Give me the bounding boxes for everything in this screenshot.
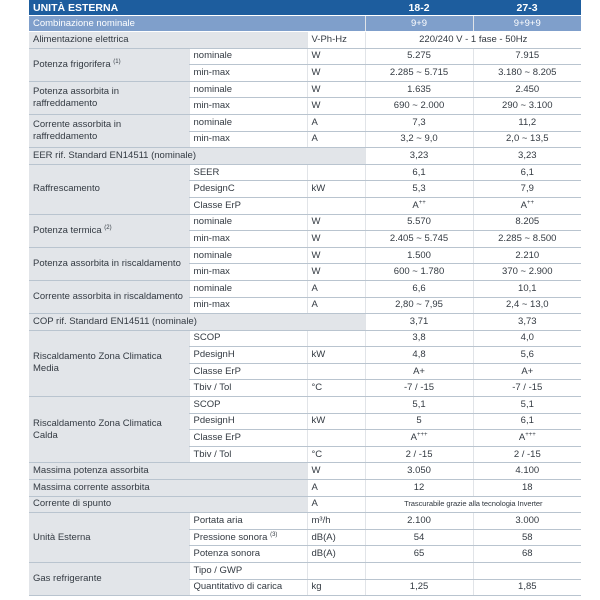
row-label: Massima potenza assorbita	[29, 463, 307, 480]
value-27-3: 6,1	[473, 164, 581, 181]
value-27-3: 7,9	[473, 181, 581, 198]
value-18-2: 2,80 ~ 7,95	[365, 297, 473, 314]
table-row	[29, 247, 581, 264]
value-18-2: 3,23	[365, 148, 473, 165]
sub-label: SEER	[189, 164, 307, 181]
value-27-3: 5,6	[473, 347, 581, 364]
table-row	[29, 280, 581, 297]
row-unit: W	[307, 231, 365, 248]
group-label: Raffrescamento	[29, 164, 189, 214]
model-18-2: 18-2	[365, 0, 473, 16]
table-row	[29, 463, 581, 480]
table-row	[29, 314, 581, 331]
sub-label: PdesignH	[189, 413, 307, 430]
value-27-3: 290 ~ 3.100	[473, 98, 581, 115]
value-27-3: 8.205	[473, 214, 581, 231]
table-row	[29, 563, 581, 580]
value-27-3: 2,4 ~ 13,0	[473, 297, 581, 314]
sub-label: PdesignH	[189, 347, 307, 364]
row-unit: W	[307, 81, 365, 98]
value-18-2: A++	[365, 197, 473, 214]
value-27-3: A++	[473, 197, 581, 214]
row-unit: kW	[307, 413, 365, 430]
value-27-3: 1,85	[473, 579, 581, 596]
sub-label: Quantitativo di carica	[189, 579, 307, 596]
row-unit: °C	[307, 446, 365, 463]
value-18-2: 3,71	[365, 314, 473, 331]
group-label: Gas refrigerante	[29, 563, 189, 596]
row-unit	[307, 197, 365, 214]
group-label: Corrente assorbita in raffreddamento	[29, 114, 189, 147]
value-18-2: 1.635	[365, 81, 473, 98]
row-unit: W	[307, 463, 365, 480]
value-27-3: 2 / -15	[473, 446, 581, 463]
row-label: Alimentazione elettrica	[29, 32, 307, 49]
group-label: Potenza assorbita in raffreddamento	[29, 81, 189, 114]
sub-label: nominale	[189, 48, 307, 65]
value-27-3: 3,23	[473, 148, 581, 165]
value-27-3: 2,0 ~ 13,5	[473, 131, 581, 148]
row-unit: A	[307, 131, 365, 148]
value-18-2: 5.570	[365, 214, 473, 231]
sub-label: min-max	[189, 65, 307, 82]
value-27-3: 7.915	[473, 48, 581, 65]
value-27-3: A+++	[473, 430, 581, 447]
group-label: Potenza assorbita in riscaldamento	[29, 247, 189, 280]
row-label: COP rif. Standard EN14511 (nominale)	[29, 314, 365, 331]
group-label: Corrente assorbita in riscaldamento	[29, 280, 189, 313]
sub-label: nominale	[189, 214, 307, 231]
value-18-2	[365, 563, 473, 580]
value-27-3: 2.210	[473, 247, 581, 264]
value-27-3	[473, 563, 581, 580]
row-unit	[307, 164, 365, 181]
table-row	[29, 513, 581, 530]
row-unit: W	[307, 48, 365, 65]
sub-label: Tbiv / Tol	[189, 446, 307, 463]
table-row	[29, 48, 581, 65]
value-27-3: 370 ~ 2.900	[473, 264, 581, 281]
value-18-2: 54	[365, 529, 473, 546]
row-unit: dB(A)	[307, 546, 365, 563]
value-18-2: 3.050	[365, 463, 473, 480]
row-unit	[307, 397, 365, 414]
row-unit	[307, 430, 365, 447]
value-27-3: 3,73	[473, 314, 581, 331]
value-18-2: 6,1	[365, 164, 473, 181]
row-unit: A	[307, 496, 365, 513]
table-row	[29, 480, 581, 497]
row-unit: kW	[307, 181, 365, 198]
sub-label: min-max	[189, 264, 307, 281]
row-unit	[307, 330, 365, 347]
sub-label: Tbiv / Tol	[189, 380, 307, 397]
sub-label: SCOP	[189, 397, 307, 414]
sub-label: min-max	[189, 98, 307, 115]
row-unit: m³/h	[307, 513, 365, 530]
table-row	[29, 164, 581, 181]
value-18-2: 5,3	[365, 181, 473, 198]
value-18-2: 12	[365, 480, 473, 497]
value-27-3: 2.285 ~ 8.500	[473, 231, 581, 248]
sub-label: min-max	[189, 131, 307, 148]
table-row	[29, 81, 581, 98]
sub-label: Classe ErP	[189, 363, 307, 380]
value-18-2: 1,25	[365, 579, 473, 596]
row-unit: W	[307, 98, 365, 115]
row-unit: kg	[307, 579, 365, 596]
row-unit: A	[307, 280, 365, 297]
value-27-3: 68	[473, 546, 581, 563]
row-label: Corrente di spunto	[29, 496, 307, 513]
sub-label: SCOP	[189, 330, 307, 347]
row-unit: A	[307, 480, 365, 497]
sub-label: Classe ErP	[189, 197, 307, 214]
row-unit	[307, 563, 365, 580]
spec-table-container	[29, 0, 581, 596]
value-18-2: A+++	[365, 430, 473, 447]
sub-label: Portata aria	[189, 513, 307, 530]
table-row	[29, 214, 581, 231]
sub-label: min-max	[189, 231, 307, 248]
row-value: Trascurabile grazie alla tecnologia Inverter	[365, 496, 581, 513]
footnote-ref: (3)	[270, 531, 278, 538]
value-18-2: 2.285 ~ 5.715	[365, 65, 473, 82]
value-18-2: 5.275	[365, 48, 473, 65]
value-27-3: 2.450	[473, 81, 581, 98]
table-row	[29, 114, 581, 131]
table-row	[29, 496, 581, 513]
value-27-3: 6,1	[473, 413, 581, 430]
row-label: EER rif. Standard EN14511 (nominale)	[29, 148, 365, 165]
row-unit: W	[307, 247, 365, 264]
sub-label: Potenza sonora	[189, 546, 307, 563]
row-unit: A	[307, 297, 365, 314]
value-27-3: -7 / -15	[473, 380, 581, 397]
value-18-2: 65	[365, 546, 473, 563]
value-27-3: 58	[473, 529, 581, 546]
row-unit: dB(A)	[307, 529, 365, 546]
sub-label: nominale	[189, 247, 307, 264]
value-18-2: 3,8	[365, 330, 473, 347]
row-unit	[307, 363, 365, 380]
sub-label: nominale	[189, 114, 307, 131]
value-27-3: 4.100	[473, 463, 581, 480]
group-label: Unità Esterna	[29, 513, 189, 563]
value-27-3: 5,1	[473, 397, 581, 414]
table-row	[29, 148, 581, 165]
header-row	[29, 0, 581, 16]
row-unit: A	[307, 114, 365, 131]
value-18-2: A+	[365, 363, 473, 380]
value-18-2: 3,2 ~ 9,0	[365, 131, 473, 148]
value-27-3: 10,1	[473, 280, 581, 297]
value-27-3: 3.000	[473, 513, 581, 530]
value-27-3: 11,2	[473, 114, 581, 131]
value-27-3: 3.180 ~ 8.205	[473, 65, 581, 82]
table-title: UNITÀ ESTERNA	[29, 0, 365, 16]
sub-label: PdesignC	[189, 181, 307, 198]
row-unit: V-Ph-Hz	[307, 32, 365, 49]
combination-27-3: 9+9+9	[473, 16, 581, 32]
value-27-3: 18	[473, 480, 581, 497]
value-18-2: 1.500	[365, 247, 473, 264]
table-row	[29, 397, 581, 414]
combination-row	[29, 16, 581, 32]
row-unit: kW	[307, 347, 365, 364]
value-27-3: A+	[473, 363, 581, 380]
sub-label: Tipo / GWP	[189, 563, 307, 580]
value-18-2: 5	[365, 413, 473, 430]
sub-label: min-max	[189, 297, 307, 314]
combination-label: Combinazione nominale	[29, 16, 365, 32]
value-18-2: 6,6	[365, 280, 473, 297]
table-row	[29, 330, 581, 347]
combination-18-2: 9+9	[365, 16, 473, 32]
sub-label: Pressione sonora $^{(3)}$	[189, 529, 307, 546]
value-18-2: 2 / -15	[365, 446, 473, 463]
group-label: Potenza termica $^{(2)}$	[29, 214, 189, 247]
model-27-3: 27-3	[473, 0, 581, 16]
sub-label: Classe ErP	[189, 430, 307, 447]
table-row	[29, 32, 581, 49]
row-unit: W	[307, 214, 365, 231]
value-18-2: 690 ~ 2.000	[365, 98, 473, 115]
sub-label: nominale	[189, 81, 307, 98]
value-18-2: -7 / -15	[365, 380, 473, 397]
row-unit: W	[307, 65, 365, 82]
value-18-2: 600 ~ 1.780	[365, 264, 473, 281]
row-label: Massima corrente assorbita	[29, 480, 307, 497]
group-label: Riscaldamento Zona Climatica Media	[29, 330, 189, 396]
footnote-ref: (2)	[104, 224, 112, 231]
group-label: Riscaldamento Zona Climatica Calda	[29, 397, 189, 463]
row-unit: °C	[307, 380, 365, 397]
value-18-2: 2.100	[365, 513, 473, 530]
value-18-2: 2.405 ~ 5.745	[365, 231, 473, 248]
footnote-ref: (1)	[113, 58, 121, 65]
value-18-2: 4,8	[365, 347, 473, 364]
row-value: 220/240 V - 1 fase - 50Hz	[365, 32, 581, 49]
row-unit: W	[307, 264, 365, 281]
group-label: Potenza frigorifera $^{(1)}$	[29, 48, 189, 81]
value-18-2: 5,1	[365, 397, 473, 414]
sub-label: nominale	[189, 280, 307, 297]
value-27-3: 4,0	[473, 330, 581, 347]
spec-table	[29, 0, 581, 596]
value-18-2: 7,3	[365, 114, 473, 131]
